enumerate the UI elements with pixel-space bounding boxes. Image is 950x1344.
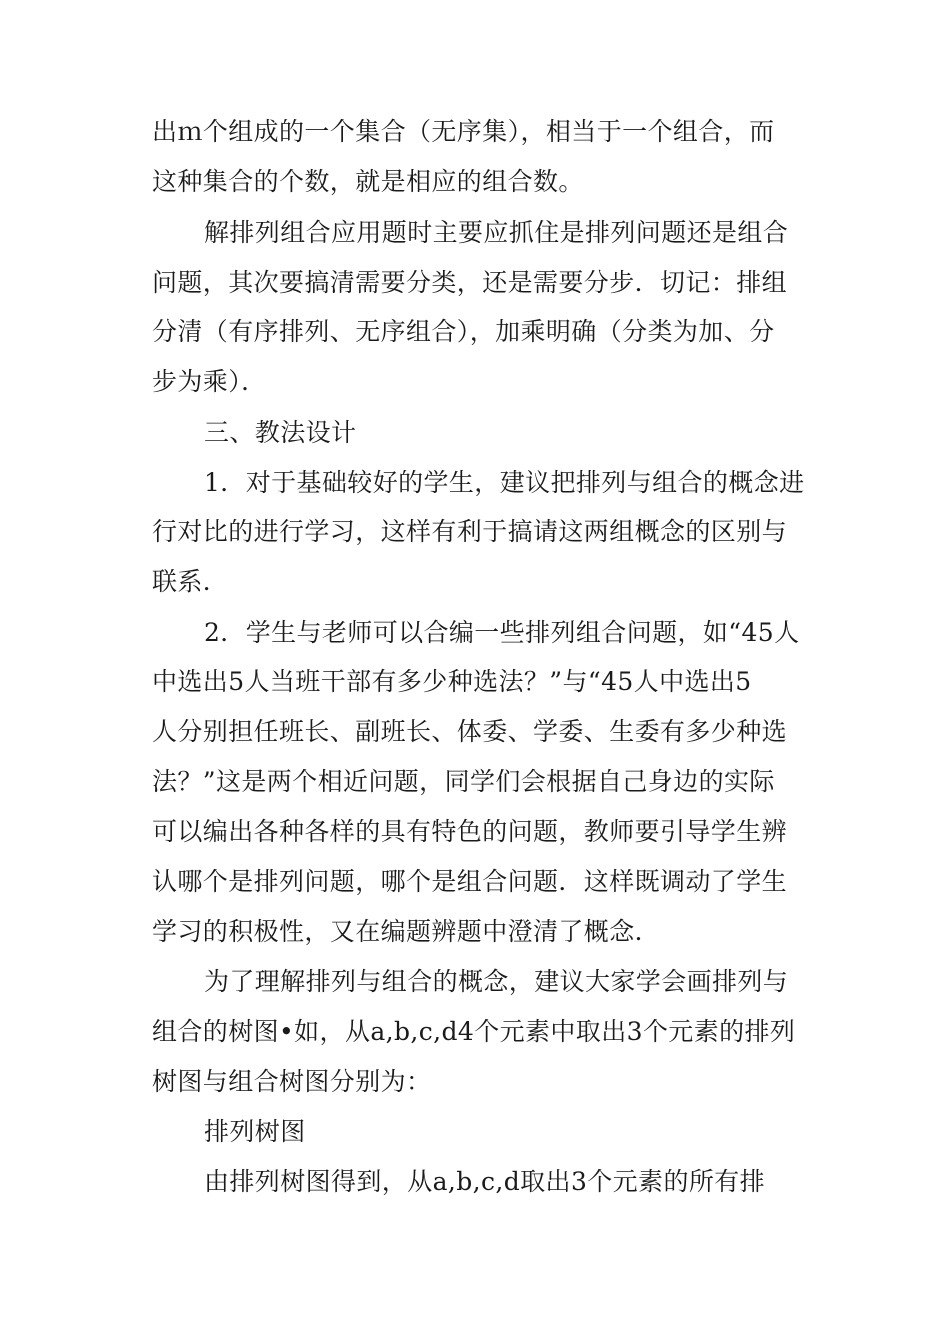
text-line: 出ｍ个组成的一个集合（无序集），相当于一个组合，而 [152, 117, 775, 146]
text-line: 法？”这是两个相近问题，同学们会根据自己身边的实际 [152, 767, 775, 796]
section-heading: 三、教法设计 [204, 418, 357, 447]
text-line: 这种集合的个数，就是相应的组合数。 [152, 167, 584, 196]
text-line: 行对比的进行学习，这样有利于搞请这两组概念的区别与 [152, 517, 788, 546]
text-line: 可以编出各种各样的具有特色的问题，教师要引导学生辨 [152, 817, 788, 846]
paragraph-start-line: 2．学生与老师可以合编一些排列组合问题，如“45人 [204, 618, 800, 647]
text-line: 联系． [152, 567, 229, 596]
text-line: 中选出5人当班干部有多少种选法？”与“45人中选出5 [152, 667, 752, 696]
text-line: 步为乘）． [152, 367, 267, 396]
paragraph-start-line: 由排列树图得到，从a,b,c,d取出3个元素的所有排 [204, 1167, 766, 1196]
text-line: 学习的积极性，又在编题辨题中澄清了概念． [152, 917, 661, 946]
text-line: 人分别担任班长、副班长、体委、学委、生委有多少种选 [152, 717, 788, 746]
text-line: 认哪个是排列问题，哪个是组合问题．这样既调动了学生 [152, 867, 788, 896]
text-line: 问题，其次要搞清需要分类，还是需要分步．切记：排组 [152, 268, 788, 297]
text-line: 树图与组合树图分别为： [152, 1067, 432, 1096]
text-line: 组合的树图•如，从a,b,c,d4个元素中取出3个元素的排列 [152, 1017, 796, 1046]
paragraph-start-line: 为了理解排列与组合的概念，建议大家学会画排列与 [204, 967, 789, 996]
paragraph-start-line: 1．对于基础较好的学生，建议把排列与组合的概念进 [204, 468, 805, 497]
paragraph-start-line: 解排列组合应用题时主要应抓住是排列问题还是组合 [204, 218, 789, 247]
subheading: 排列树图 [204, 1117, 306, 1146]
text-line: 分清（有序排列、无序组合），加乘明确（分类为加、分 [152, 317, 775, 346]
